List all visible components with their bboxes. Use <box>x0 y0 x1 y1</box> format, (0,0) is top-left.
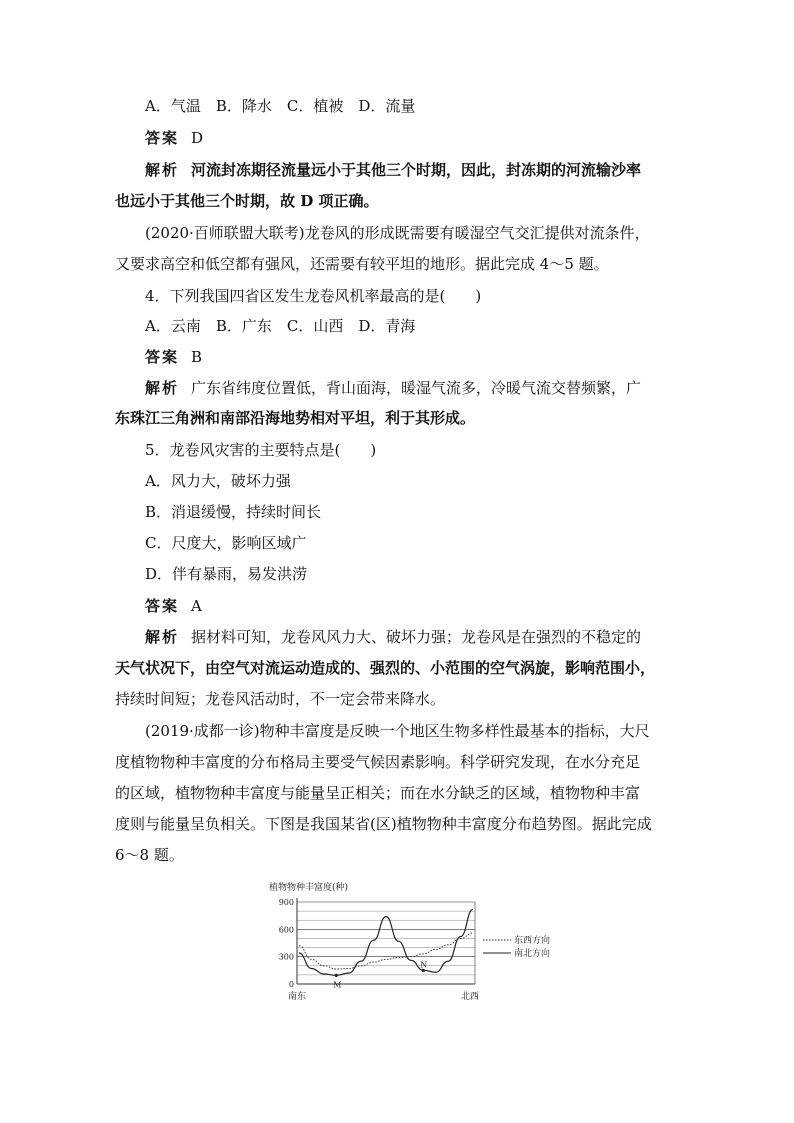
q4-answer <box>145 347 685 367</box>
q4-stem: 4．下列我国四省区发生龙卷风机率最高的是( ) <box>145 287 482 305</box>
y-tick-label: 0 <box>288 980 294 989</box>
answer-value: D <box>191 129 204 147</box>
analysis-text: 东珠江三角洲和南部沿海地势相对平坦，利于其形成。 <box>115 409 476 427</box>
q3-analysis-line-1 <box>145 160 685 180</box>
plot-area <box>279 898 475 989</box>
answer-label: 答案 <box>145 348 180 366</box>
analysis-label: 解析 <box>145 161 180 179</box>
analysis-label: 解析 <box>145 628 180 646</box>
intro-6-8-line-3: 的区域，植物物种丰富度与能量呈正相关；而在水分缺乏的区域，植物物种丰富 <box>115 784 641 802</box>
q5-analysis-line-1 <box>145 627 685 647</box>
answer-value: B <box>191 348 203 366</box>
q5-stem: 5．龙卷风灾害的主要特点是( ) <box>145 441 377 459</box>
analysis-label: 解析 <box>145 379 180 397</box>
q4-analysis-line-1 <box>145 378 685 398</box>
intro-4-5-line-1: (2020·百师联盟大联考)龙卷风的形成既需要有暖湿空气交汇提供对流条件， <box>145 224 650 242</box>
y-tick-label: 600 <box>278 925 294 935</box>
legend-label: 东西方向 <box>514 936 551 946</box>
series-line-2 <box>299 909 473 975</box>
y-tick-label: 300 <box>278 952 294 962</box>
q5-analysis-line-3: 持续时间短；龙卷风活动时，不一定会带来降水。 <box>115 690 446 708</box>
q5-option-c: C．尺度大，影响区域广 <box>145 534 307 552</box>
answer-label: 答案 <box>145 129 180 147</box>
legend-label: 南北方向 <box>514 949 551 959</box>
chart-legend <box>483 934 550 959</box>
analysis-text: 据材料可知，龙卷风风力大、破坏力强；龙卷风是在强烈的不稳定的 <box>191 628 642 646</box>
species-richness-chart <box>265 880 565 1002</box>
q5-option-a: A．风力大，破坏力强 <box>145 472 291 490</box>
intro-6-8-line-5: 6～8 题。 <box>115 846 184 864</box>
x-right-label: 北西 <box>461 992 480 1002</box>
annotation-point <box>335 974 338 977</box>
q5-analysis-line-2: 天气状况下，由空气对流运动造成的、强烈的、小范围的空气涡旋，影响范围小， <box>115 659 656 677</box>
q5-option-b: B．消退缓慢，持续时间长 <box>145 503 322 521</box>
answer-label: 答案 <box>145 597 180 615</box>
annotation-label: M <box>333 980 342 990</box>
q3-analysis-line-2: 也远小于其他三个时期，故 D 项正确。 <box>115 192 379 210</box>
intro-4-5-line-2: 又要求高空和低空都有强风，还需要有较平坦的地形。据此完成 4～5 题。 <box>115 255 609 273</box>
x-left-label: 南东 <box>288 992 307 1002</box>
answer-value: A <box>191 597 202 615</box>
q4-analysis-line-2 <box>115 408 655 428</box>
annotation-label: N <box>420 960 428 970</box>
analysis-text: 河流封冻期径流量远小于其他三个时期，因此，封冻期的河流输沙率 <box>191 161 642 179</box>
analysis-text: 广东省纬度位置低，背山面海，暖湿气流多，冷暖气流交替频繁，广 <box>191 379 642 397</box>
intro-6-8-line-2: 度植物物种丰富度的分布格局主要受气候因素影响。科学研究发现，在水分充足 <box>115 753 641 771</box>
q5-answer <box>145 596 685 616</box>
intro-6-8-line-1: (2019·成都一诊)物种丰富度是反映一个地区生物多样性最基本的指标，大尺 <box>145 722 650 740</box>
q5-option-d: D．伴有暴雨，易发洪涝 <box>145 565 308 583</box>
chart-ylabel: 植物物种丰富度(种) <box>269 883 349 893</box>
y-tick-label: 900 <box>278 898 294 907</box>
q3-answer <box>145 128 685 148</box>
q3-options: A．气温 B．降水 C．植被 D．流量 <box>145 97 416 115</box>
q4-options: A．云南 B．广东 C．山西 D．青海 <box>145 317 416 335</box>
intro-6-8-line-4: 度则与能量呈负相关。下图是我国某省(区)植物物种丰富度分布趋势图。据此完成 <box>115 815 652 833</box>
